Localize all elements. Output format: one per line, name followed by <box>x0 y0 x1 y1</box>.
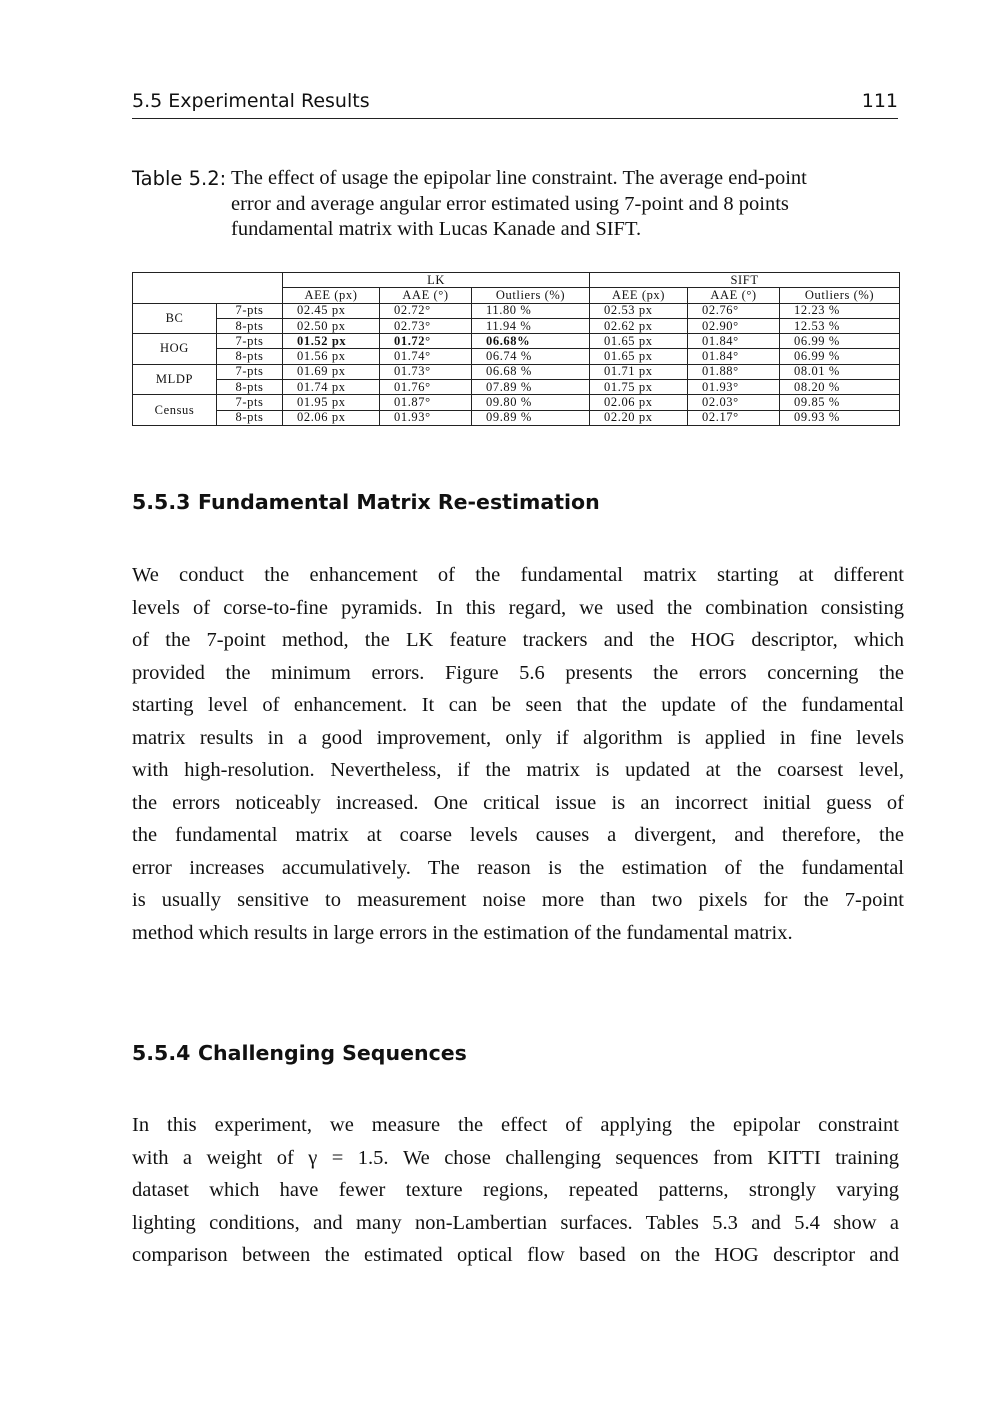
method-cell: 8-pts <box>217 380 283 395</box>
paragraph-line: of the 7-point method, the LK feature trackers and the HOG descriptor, which <box>132 629 904 651</box>
best-value-cell: 01.52 px <box>283 334 380 349</box>
column-header: AAE (°) <box>380 288 472 303</box>
table-row <box>133 380 900 395</box>
value-cell: 06.74 % <box>472 349 590 364</box>
caption-line: The effect of usage the epipolar line constraint. The average end-point <box>231 167 807 189</box>
paragraph-line: comparison between the estimated optical flow based on the HOG descriptor and <box>132 1244 899 1266</box>
section-5-5-3-paragraph <box>132 559 904 949</box>
value-cell: 02.06 px <box>590 395 688 410</box>
value-cell: 02.50 px <box>283 318 380 333</box>
value-cell: 01.84° <box>688 334 780 349</box>
column-header: AEE (px) <box>590 288 688 303</box>
value-cell: 01.65 px <box>590 349 688 364</box>
value-cell: 01.71 px <box>590 364 688 379</box>
paragraph-line: is usually sensitive to measurement noise more than two pixels for the 7-point <box>132 889 904 911</box>
paragraph-line: starting level of enhancement. It can be seen that the update of the fundamental <box>132 694 904 716</box>
table-row <box>133 410 900 425</box>
table-row <box>133 349 900 364</box>
section-heading-5-5-3 <box>132 490 600 514</box>
paragraph-line: provided the minimum errors. Figure 5.6 presents the errors concerning the <box>132 661 904 684</box>
paragraph-line: lighting conditions, and many non-Lambertian surfaces. Tables 5.3 and 5.4 show a <box>132 1211 899 1234</box>
table-group-header-row <box>133 273 900 288</box>
best-value-cell: 01.72° <box>380 334 472 349</box>
value-cell: 02.45 px <box>283 303 380 318</box>
value-cell: 07.89 % <box>472 380 590 395</box>
value-cell: 01.56 px <box>283 349 380 364</box>
value-cell: 02.20 px <box>590 410 688 425</box>
section-number: 5.5.4 <box>132 1041 191 1065</box>
table-row <box>133 303 900 318</box>
method-cell: 7-pts <box>217 364 283 379</box>
section-number: 5.5.3 <box>132 490 191 514</box>
results-table <box>132 272 900 426</box>
value-cell: 02.72° <box>380 303 472 318</box>
table-caption-text <box>231 166 902 243</box>
paragraph-line: the fundamental matrix at coarse levels causes a divergent, and therefore, the <box>132 824 904 846</box>
value-cell: 09.80 % <box>472 395 590 410</box>
paragraph-line: error increases accumulatively. The reason is the estimation of the fundamental <box>132 856 904 879</box>
value-cell: 01.95 px <box>283 395 380 410</box>
descriptor-cell: BC <box>133 303 217 334</box>
column-header: Outliers (%) <box>472 288 590 303</box>
value-cell: 01.93° <box>688 380 780 395</box>
paragraph-line: the errors noticeably increased. One critical issue is an incorrect initial guess of <box>132 791 904 814</box>
value-cell: 02.62 px <box>590 318 688 333</box>
paragraph-line: We conduct the enhancement of the fundamental matrix starting at different <box>132 564 904 586</box>
results-table-body <box>133 273 900 426</box>
value-cell: 11.94 % <box>472 318 590 333</box>
paragraph-line: with high-resolution. Nevertheless, if the matrix is updated at the coarsest level, <box>132 759 904 781</box>
value-cell: 08.20 % <box>780 380 900 395</box>
value-cell: 12.23 % <box>780 303 900 318</box>
running-header <box>132 88 898 119</box>
value-cell: 01.84° <box>688 349 780 364</box>
value-cell: 01.93° <box>380 410 472 425</box>
caption-line: error and average angular error estimated using 7-point and 8 points <box>231 192 789 215</box>
running-header-section: 5.5 Experimental Results <box>132 90 370 112</box>
value-cell: 01.76° <box>380 380 472 395</box>
value-cell: 01.69 px <box>283 364 380 379</box>
value-cell: 09.89 % <box>472 410 590 425</box>
table-row <box>133 395 900 410</box>
column-header: Outliers (%) <box>780 288 900 303</box>
column-header: AAE (°) <box>688 288 780 303</box>
descriptor-cell: Census <box>133 395 217 426</box>
value-cell: 02.90° <box>688 318 780 333</box>
table-row <box>133 364 900 379</box>
table-caption-label: Table 5.2: <box>132 167 227 190</box>
value-cell: 01.74° <box>380 349 472 364</box>
caption-line: fundamental matrix with Lucas Kanade and SIFT. <box>231 218 642 240</box>
value-cell: 02.73° <box>380 318 472 333</box>
paragraph-line: method which results in large errors in the estimation of the fundamental matrix. <box>132 921 793 944</box>
table-row <box>133 334 900 349</box>
column-header: AEE (px) <box>283 288 380 303</box>
value-cell: 01.74 px <box>283 380 380 395</box>
section-title: Fundamental Matrix Re-estimation <box>198 490 600 514</box>
paragraph-line: In this experiment, we measure the effect of applying the epipolar constraint <box>132 1114 899 1136</box>
value-cell: 01.88° <box>688 364 780 379</box>
value-cell: 02.76° <box>688 303 780 318</box>
method-cell: 8-pts <box>217 318 283 333</box>
best-value-cell: 06.68% <box>472 334 590 349</box>
value-cell: 12.53 % <box>780 318 900 333</box>
value-cell: 02.17° <box>688 410 780 425</box>
value-cell: 02.03° <box>688 395 780 410</box>
value-cell: 01.65 px <box>590 334 688 349</box>
section-heading-5-5-4 <box>132 1041 467 1065</box>
method-cell: 8-pts <box>217 349 283 364</box>
value-cell: 06.99 % <box>780 349 900 364</box>
value-cell: 09.93 % <box>780 410 900 425</box>
table-caption <box>132 166 902 243</box>
value-cell: 08.01 % <box>780 364 900 379</box>
page-number: 111 <box>861 90 898 112</box>
value-cell: 06.68 % <box>472 364 590 379</box>
paragraph-line: dataset which have fewer texture regions, repeated patterns, strongly varying <box>132 1179 899 1201</box>
value-cell: 11.80 % <box>472 303 590 318</box>
descriptor-cell: MLDP <box>133 364 217 395</box>
value-cell: 09.85 % <box>780 395 900 410</box>
method-cell: 7-pts <box>217 334 283 349</box>
method-cell: 7-pts <box>217 395 283 410</box>
value-cell: 02.06 px <box>283 410 380 425</box>
value-cell: 01.73° <box>380 364 472 379</box>
table-corner-cell <box>133 273 283 304</box>
method-cell: 7-pts <box>217 303 283 318</box>
group-header-lk: LK <box>283 273 590 288</box>
descriptor-cell: HOG <box>133 334 217 365</box>
value-cell: 06.99 % <box>780 334 900 349</box>
paragraph-line: matrix results in a good improvement, only if algorithm is applied in fine levels <box>132 726 904 749</box>
method-cell: 8-pts <box>217 410 283 425</box>
section-5-5-4-paragraph <box>132 1109 899 1272</box>
value-cell: 02.53 px <box>590 303 688 318</box>
paragraph-line: with a weight of γ = 1.5. We chose challenging sequences from KITTI training <box>132 1146 899 1169</box>
group-header-sift: SIFT <box>590 273 900 288</box>
value-cell: 01.75 px <box>590 380 688 395</box>
section-title: Challenging Sequences <box>198 1041 467 1065</box>
table-row <box>133 318 900 333</box>
value-cell: 01.87° <box>380 395 472 410</box>
paragraph-line: levels of corse-to-fine pyramids. In this regard, we used the combination consisting <box>132 596 904 619</box>
